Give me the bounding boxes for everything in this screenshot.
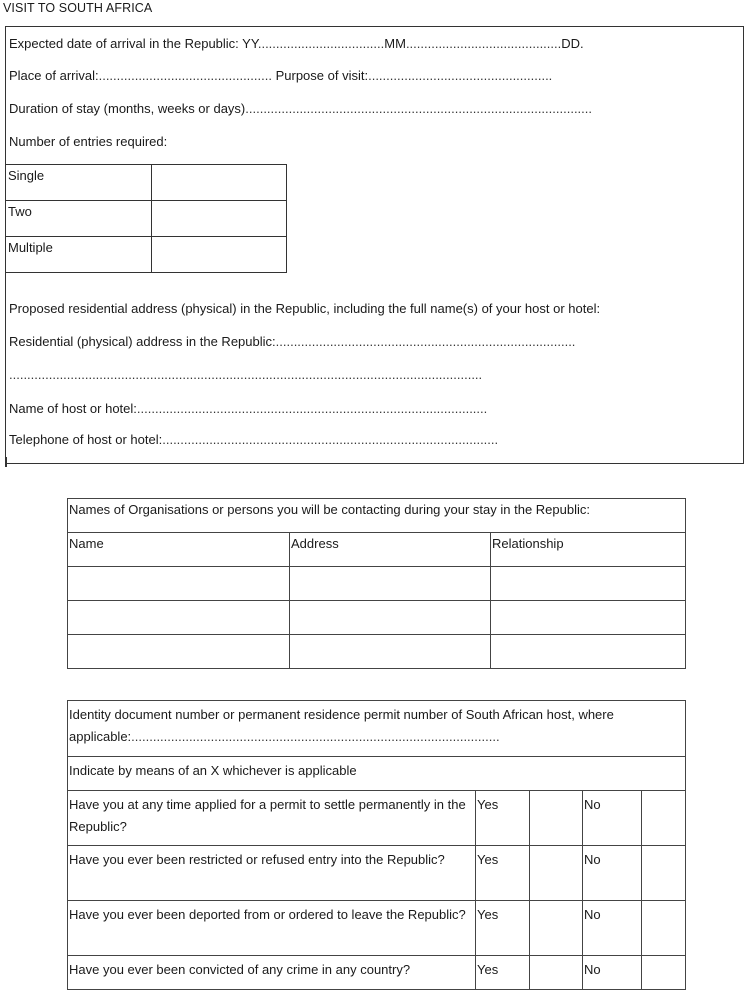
duration-label: Duration of stay (months, weeks or days) xyxy=(9,101,246,116)
residential-address-row xyxy=(9,334,575,349)
entry-option-label: Multiple xyxy=(6,237,152,273)
contacts-table xyxy=(67,498,686,669)
address-continuation-field[interactable]: ................................................................................................................................... xyxy=(9,367,483,382)
contact-address-cell[interactable] xyxy=(290,601,491,635)
contact-name-cell[interactable] xyxy=(68,567,290,601)
host-phone-label: Telephone of host or hotel: xyxy=(9,432,163,447)
yes-checkbox[interactable] xyxy=(530,956,583,990)
yes-label: Yes xyxy=(476,901,530,956)
arrival-month-field[interactable]: ........................................... xyxy=(405,36,562,51)
place-purpose-row xyxy=(9,68,552,83)
question-row xyxy=(68,791,686,846)
table-row xyxy=(68,601,686,635)
host-phone-field[interactable]: ............................................................................................. xyxy=(162,432,499,447)
arrival-date-row xyxy=(9,36,584,51)
no-checkbox[interactable] xyxy=(642,791,686,846)
no-checkbox[interactable] xyxy=(642,956,686,990)
questions-table xyxy=(67,700,686,990)
visit-details-box xyxy=(5,26,744,464)
no-checkbox[interactable] xyxy=(642,846,686,901)
question-text: Have you ever been deported from or ordered to leave the Republic? xyxy=(68,901,476,956)
yes-checkbox[interactable] xyxy=(530,791,583,846)
entry-option-checkbox[interactable] xyxy=(152,165,287,201)
entries-table xyxy=(5,164,287,273)
host-name-label: Name of host or hotel: xyxy=(9,401,137,416)
residential-address-label: Residential (physical) address in the Republic: xyxy=(9,334,276,349)
entries-label: Number of entries required: xyxy=(9,134,168,149)
column-header-name: Name xyxy=(68,533,290,567)
question-text: Have you ever been restricted or refused entry into the Republic? xyxy=(68,846,476,901)
duration-field[interactable]: ................................................................................................ xyxy=(245,101,592,116)
question-row xyxy=(68,846,686,901)
box-edge-mark xyxy=(5,457,7,467)
yes-checkbox[interactable] xyxy=(530,901,583,956)
no-label: No xyxy=(583,791,642,846)
yes-label: Yes xyxy=(476,846,530,901)
host-id-field[interactable]: ...................................................................................................... xyxy=(131,729,500,744)
no-checkbox[interactable] xyxy=(642,901,686,956)
residential-address-field[interactable]: ................................................................................... xyxy=(275,334,576,349)
table-row xyxy=(68,635,686,669)
column-header-relationship: Relationship xyxy=(491,533,686,567)
section-title: VISIT TO SOUTH AFRICA xyxy=(3,1,153,15)
question-text: Have you at any time applied for a permit to settle permanently in the Republic? xyxy=(68,791,476,846)
contact-relationship-cell[interactable] xyxy=(491,601,686,635)
question-row xyxy=(68,901,686,956)
host-name-field[interactable]: ................................................................................................. xyxy=(136,401,488,416)
column-header-address: Address xyxy=(290,533,491,567)
arrival-year-field[interactable]: ................................... xyxy=(257,36,385,51)
entry-option-label: Two xyxy=(6,201,152,237)
host-phone-row xyxy=(9,432,498,447)
arrival-date-label: Expected date of arrival in the Republic: YY xyxy=(9,36,258,51)
purpose-of-visit-field[interactable]: ................................................... xyxy=(368,68,553,83)
yes-label: Yes xyxy=(476,956,530,990)
purpose-of-visit-label: Purpose of visit: xyxy=(275,68,369,83)
arrival-day-label: DD. xyxy=(561,36,584,51)
duration-row xyxy=(9,101,592,116)
no-label: No xyxy=(583,956,642,990)
yes-label: Yes xyxy=(476,791,530,846)
contact-name-cell[interactable] xyxy=(68,635,290,669)
host-name-row xyxy=(9,401,487,416)
place-of-arrival-field[interactable]: ................................................ xyxy=(98,68,272,83)
contact-address-cell[interactable] xyxy=(290,567,491,601)
host-id-cell xyxy=(68,701,686,757)
no-label: No xyxy=(583,846,642,901)
arrival-month-label: MM xyxy=(384,36,406,51)
contacts-heading: Names of Organisations or persons you will be contacting during your stay in the Republic: xyxy=(68,499,686,533)
contact-address-cell[interactable] xyxy=(290,635,491,669)
entry-option-row xyxy=(6,165,287,201)
entry-option-row xyxy=(6,237,287,273)
table-row xyxy=(68,567,686,601)
host-id-label: Identity document number or permanent residence permit number of South African host, where applicable: xyxy=(69,707,614,744)
entry-option-checkbox[interactable] xyxy=(152,201,287,237)
entry-option-checkbox[interactable] xyxy=(152,237,287,273)
question-text: Have you ever been convicted of any crime in any country? xyxy=(68,956,476,990)
instruction-text: Indicate by means of an X whichever is applicable xyxy=(68,757,686,791)
entry-option-row xyxy=(6,201,287,237)
question-row xyxy=(68,956,686,990)
contact-relationship-cell[interactable] xyxy=(491,567,686,601)
no-label: No xyxy=(583,901,642,956)
entry-option-label: Single xyxy=(6,165,152,201)
address-heading: Proposed residential address (physical) in the Republic, including the full name(s) of your host or hotel: xyxy=(9,301,601,316)
contact-relationship-cell[interactable] xyxy=(491,635,686,669)
place-of-arrival-label: Place of arrival: xyxy=(9,68,99,83)
contact-name-cell[interactable] xyxy=(68,601,290,635)
yes-checkbox[interactable] xyxy=(530,846,583,901)
